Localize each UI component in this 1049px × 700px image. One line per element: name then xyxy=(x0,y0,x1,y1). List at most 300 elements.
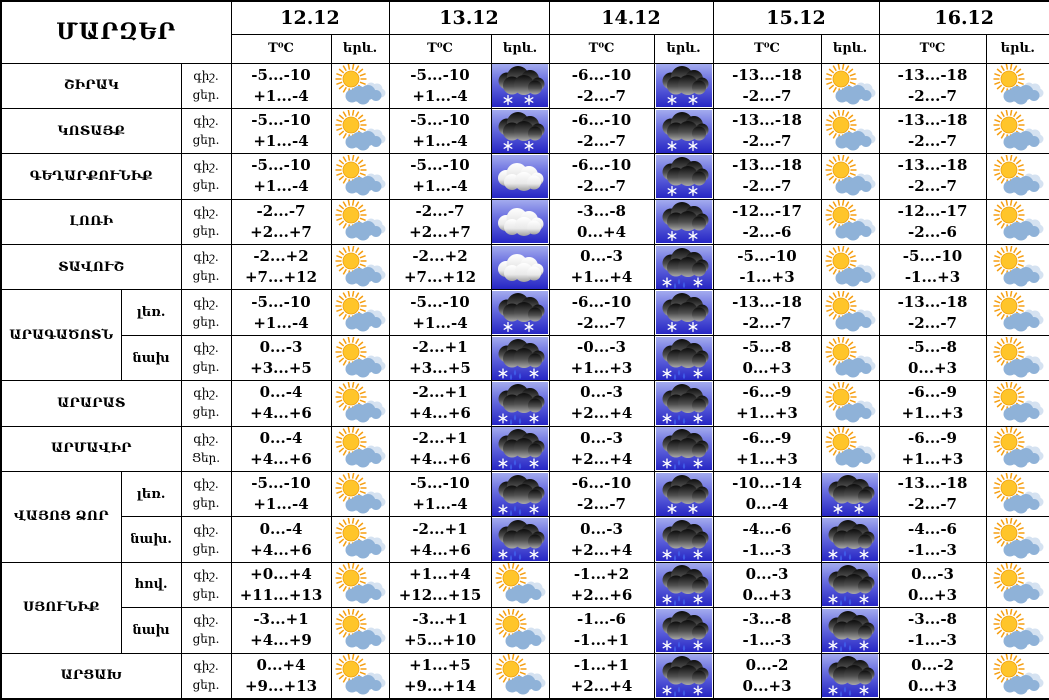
weather-icon-cell xyxy=(821,608,879,653)
regions-title: ՄԱՐԶԵՐ xyxy=(1,1,231,63)
partly-sunny-icon xyxy=(332,155,388,198)
day-temp: +4...+6 xyxy=(250,404,312,423)
period-labels-cell xyxy=(181,517,231,562)
temp-cell xyxy=(231,335,331,380)
region-cell: ԼՈՌԻ xyxy=(1,199,181,244)
weather-icon-cell xyxy=(821,517,879,562)
weather-icon-cell xyxy=(654,335,713,380)
sub-region-cell: նախ. xyxy=(121,517,181,562)
day-label: ցեր. xyxy=(192,133,220,148)
partly-sunny-icon xyxy=(332,291,388,334)
region-cell: ՏԱՎՈՒՇ xyxy=(1,245,181,290)
temp-cell xyxy=(389,63,491,108)
night-temp: -5...-8 xyxy=(908,338,957,357)
night-label: գիշ. xyxy=(193,522,219,537)
weather-icon-cell xyxy=(654,108,713,153)
weather-icon-cell xyxy=(654,381,713,426)
temp-cell xyxy=(389,290,491,335)
night-temp: -5...-8 xyxy=(742,338,792,357)
day-temp: +1...+4 xyxy=(570,268,633,287)
night-temp: -5...-10 xyxy=(251,474,311,493)
partly-sunny-icon xyxy=(332,200,388,243)
night-temp: -5...-10 xyxy=(251,156,311,175)
partly-sunny-icon xyxy=(822,155,878,198)
temp-cell xyxy=(879,517,986,562)
weather-icon-cell xyxy=(986,517,1049,562)
partly-sunny-icon xyxy=(990,64,1046,107)
table-row xyxy=(1,290,1049,335)
snow-icon xyxy=(492,110,548,153)
temp-cell xyxy=(231,608,331,653)
night-temp: -13...-18 xyxy=(897,292,968,311)
night-temp: -1...+1 xyxy=(573,655,630,674)
night-temp: -5...-10 xyxy=(410,65,470,84)
period-labels-cell xyxy=(181,653,231,699)
night-temp: +0...+4 xyxy=(250,564,312,583)
temp-cell xyxy=(389,653,491,699)
partly-sunny-icon xyxy=(990,427,1046,470)
period-labels-cell xyxy=(181,199,231,244)
partly-sunny-icon xyxy=(990,654,1046,697)
temp-cell xyxy=(549,154,654,199)
sleet-icon xyxy=(656,654,712,697)
night-temp: -6...-10 xyxy=(571,292,632,311)
day-temp: +4...+6 xyxy=(409,540,471,559)
temp-cell xyxy=(879,381,986,426)
day-temp: -2...-7 xyxy=(908,177,957,196)
day-temp: +1...+3 xyxy=(570,359,633,378)
weather-icon-cell xyxy=(654,63,713,108)
weather-icon-cell xyxy=(986,562,1049,607)
temp-cell xyxy=(713,653,821,699)
night-temp: -6...-10 xyxy=(571,474,632,493)
partly-sunny-icon xyxy=(332,246,388,289)
table-row xyxy=(1,653,1049,699)
temp-cell xyxy=(549,63,654,108)
weather-icon-cell xyxy=(986,63,1049,108)
temp-cell xyxy=(879,472,986,517)
night-temp: -5...-10 xyxy=(902,247,963,266)
night-temp: -6...-10 xyxy=(571,111,632,130)
day-temp: +1...-4 xyxy=(412,495,468,514)
period-labels-cell xyxy=(181,472,231,517)
partly-sunny-icon xyxy=(990,518,1046,561)
day-temp: -1...-3 xyxy=(908,540,957,559)
day-temp: +1...+3 xyxy=(736,449,798,468)
night-temp: -5...-10 xyxy=(410,156,470,175)
night-temp: -4...-6 xyxy=(908,519,957,538)
weather-icon-cell xyxy=(491,290,549,335)
phenomena-header: երև. xyxy=(986,34,1049,63)
partly-sunny-icon xyxy=(332,110,388,153)
day-temp: 0...+3 xyxy=(742,676,792,695)
snow-icon xyxy=(656,200,712,243)
temp-cell xyxy=(713,63,821,108)
sub-region-cell: լեռ. xyxy=(121,472,181,517)
temp-cell xyxy=(713,381,821,426)
day-temp: +11...+13 xyxy=(239,585,323,604)
temp-cell xyxy=(549,472,654,517)
weather-icon-cell xyxy=(491,63,549,108)
day-temp: -2...-7 xyxy=(908,86,957,105)
weather-icon-cell xyxy=(986,608,1049,653)
temp-cell xyxy=(879,245,986,290)
day-temp: -1...+3 xyxy=(904,268,961,287)
partly-sunny-icon xyxy=(990,473,1046,516)
day-temp: -2...-7 xyxy=(742,86,792,105)
temp-cell xyxy=(389,245,491,290)
table-row xyxy=(1,335,1049,380)
temp-cell xyxy=(879,562,986,607)
day-temp: 0...+3 xyxy=(907,585,958,604)
weather-icon-cell xyxy=(654,290,713,335)
night-temp: -13...-18 xyxy=(897,111,968,130)
day-label: ցեր. xyxy=(192,496,220,511)
temp-cell xyxy=(549,108,654,153)
day-label: ցեր. xyxy=(192,360,220,375)
temp-header: T⁰C xyxy=(549,34,654,63)
night-temp: 0...-2 xyxy=(745,655,789,674)
weather-icon-cell xyxy=(986,108,1049,153)
partly-sunny-icon xyxy=(332,382,388,425)
day-temp: -2...-7 xyxy=(742,132,792,151)
partly-sunny-icon xyxy=(332,563,388,606)
weather-icon-cell xyxy=(491,381,549,426)
table-row xyxy=(1,108,1049,153)
temp-cell xyxy=(713,562,821,607)
temp-cell xyxy=(879,199,986,244)
weather-icon-cell xyxy=(654,608,713,653)
table-row xyxy=(1,63,1049,108)
day-temp: +1...-4 xyxy=(253,86,309,105)
day-temp: -1...-3 xyxy=(908,631,957,650)
weather-icon-cell xyxy=(654,653,713,699)
snow-icon xyxy=(822,473,878,516)
weather-icon-cell xyxy=(654,245,713,290)
snow-icon xyxy=(656,291,712,334)
temp-cell xyxy=(713,245,821,290)
day-temp: -1...-3 xyxy=(742,631,792,650)
weather-icon-cell xyxy=(986,472,1049,517)
night-temp: -13...-18 xyxy=(732,292,802,311)
night-temp: -12...-17 xyxy=(732,201,802,220)
partly-sunny-icon xyxy=(822,427,878,470)
night-label: գիշ. xyxy=(193,250,219,265)
night-label: գիշ. xyxy=(193,295,219,310)
temp-cell xyxy=(231,653,331,699)
night-temp: -12...-17 xyxy=(897,201,968,220)
day-temp: -2...-6 xyxy=(908,222,957,241)
weather-icon-cell xyxy=(491,653,549,699)
night-temp: -1...-6 xyxy=(577,610,626,629)
snow-icon xyxy=(656,64,712,107)
night-temp: -2...+1 xyxy=(412,383,468,402)
day-label: ցեր. xyxy=(192,405,220,420)
period-labels-cell xyxy=(181,245,231,290)
temp-cell xyxy=(231,199,331,244)
temp-cell xyxy=(713,335,821,380)
night-temp: 0...-4 xyxy=(259,383,303,402)
night-temp: -5...-10 xyxy=(251,292,311,311)
day-temp: -1...+1 xyxy=(573,631,630,650)
temp-header: T⁰C xyxy=(879,34,986,63)
weather-icon-cell xyxy=(331,245,389,290)
weather-icon-cell xyxy=(986,653,1049,699)
night-temp: -13...-18 xyxy=(897,156,968,175)
temp-cell xyxy=(879,154,986,199)
weather-icon-cell xyxy=(654,562,713,607)
weather-icon-cell xyxy=(821,562,879,607)
weather-icon-cell xyxy=(654,517,713,562)
period-labels-cell xyxy=(181,426,231,471)
day-temp: +2...+4 xyxy=(570,449,633,468)
night-temp: -13...-18 xyxy=(897,65,968,84)
temp-cell xyxy=(231,562,331,607)
temp-header: T⁰C xyxy=(231,34,331,63)
day-temp: +1...-4 xyxy=(253,132,309,151)
partly-sunny-icon xyxy=(990,563,1046,606)
night-temp: -5...-10 xyxy=(410,474,470,493)
night-temp: 0...-2 xyxy=(911,655,954,674)
temp-cell xyxy=(549,608,654,653)
partly-sunny-icon xyxy=(492,563,548,606)
sleet-icon xyxy=(822,654,878,697)
cloudy-icon xyxy=(492,246,548,289)
night-temp: -6...-9 xyxy=(742,383,792,402)
weather-icon-cell xyxy=(654,426,713,471)
night-temp: -13...-18 xyxy=(732,65,802,84)
night-label: գիշ. xyxy=(193,68,219,83)
day-temp: -2...-7 xyxy=(742,177,792,196)
temp-cell xyxy=(231,108,331,153)
day-temp: 0...+3 xyxy=(742,585,792,604)
night-temp: 0...-3 xyxy=(911,564,954,583)
night-temp: -13...-18 xyxy=(732,111,802,130)
night-temp: -3...-8 xyxy=(577,201,626,220)
weather-icon-cell xyxy=(491,562,549,607)
night-label: գիշ. xyxy=(193,431,219,446)
weather-icon-cell xyxy=(331,653,389,699)
temp-cell xyxy=(231,517,331,562)
weather-icon-cell xyxy=(821,108,879,153)
night-temp: -4...-6 xyxy=(742,519,792,538)
partly-sunny-icon xyxy=(990,337,1046,380)
date-header-1: 12.12 xyxy=(231,1,389,34)
weather-icon-cell xyxy=(331,608,389,653)
day-temp: +9...+13 xyxy=(244,676,318,695)
table-row xyxy=(1,517,1049,562)
weather-icon-cell xyxy=(331,472,389,517)
temp-cell xyxy=(231,381,331,426)
region-cell: ԱՐՑԱԽ xyxy=(1,653,181,699)
temp-cell xyxy=(231,154,331,199)
table-row xyxy=(1,608,1049,653)
weather-icon-cell xyxy=(331,199,389,244)
night-temp: -2...+1 xyxy=(412,428,468,447)
day-temp: -2...-7 xyxy=(577,132,626,151)
period-labels-cell xyxy=(181,562,231,607)
weather-icon-cell xyxy=(821,653,879,699)
partly-sunny-icon xyxy=(822,200,878,243)
night-temp: -3...-8 xyxy=(908,610,957,629)
night-temp: 0...-3 xyxy=(580,247,623,266)
temp-cell xyxy=(389,608,491,653)
weather-icon-cell xyxy=(821,381,879,426)
night-label: գիշ. xyxy=(193,341,219,356)
sleet-icon xyxy=(492,382,548,425)
partly-sunny-icon xyxy=(822,337,878,380)
night-label: գիշ. xyxy=(193,613,219,628)
weather-icon-cell xyxy=(821,426,879,471)
night-temp: -6...-9 xyxy=(908,383,957,402)
sub-region-cell: հով. xyxy=(121,562,181,607)
temp-cell xyxy=(713,199,821,244)
day-temp: -2...-7 xyxy=(577,177,626,196)
temp-cell xyxy=(879,426,986,471)
night-label: գիշ. xyxy=(193,159,219,174)
day-temp: 0...+3 xyxy=(907,359,958,378)
partly-sunny-icon xyxy=(332,64,388,107)
weather-icon-cell xyxy=(491,335,549,380)
partly-sunny-icon xyxy=(332,427,388,470)
snow-icon xyxy=(656,155,712,198)
temp-cell xyxy=(389,381,491,426)
night-temp: -6...-10 xyxy=(571,156,632,175)
temp-header: T⁰C xyxy=(389,34,491,63)
region-cell: ԱՐԱԳԱԾՈՏՆ xyxy=(1,290,121,381)
partly-sunny-icon xyxy=(332,609,388,652)
temp-cell xyxy=(549,381,654,426)
weather-icon-cell xyxy=(821,335,879,380)
partly-sunny-icon xyxy=(822,382,878,425)
night-temp: -2...+1 xyxy=(412,519,468,538)
partly-sunny-icon xyxy=(332,654,388,697)
night-temp: -5...-10 xyxy=(410,292,470,311)
temp-cell xyxy=(713,108,821,153)
weather-icon-cell xyxy=(491,154,549,199)
weather-icon-cell xyxy=(986,199,1049,244)
cloudy-icon xyxy=(492,200,548,243)
weather-icon-cell xyxy=(821,245,879,290)
day-temp: 0...+4 xyxy=(576,222,627,241)
weather-icon-cell xyxy=(821,290,879,335)
temp-cell xyxy=(389,562,491,607)
date-header-4: 15.12 xyxy=(713,1,879,34)
temp-cell xyxy=(879,63,986,108)
day-temp: +2...+7 xyxy=(409,222,471,241)
night-label: գիշ. xyxy=(193,114,219,129)
night-temp: 0...-3 xyxy=(259,338,303,357)
weather-icon-cell xyxy=(491,199,549,244)
day-temp: +7...+12 xyxy=(244,268,318,287)
table-row xyxy=(1,472,1049,517)
temp-cell xyxy=(549,199,654,244)
temp-cell xyxy=(549,245,654,290)
weather-icon-cell xyxy=(331,290,389,335)
weather-icon-cell xyxy=(331,517,389,562)
day-temp: +4...+6 xyxy=(409,404,471,423)
temp-cell xyxy=(713,472,821,517)
date-header-5: 16.12 xyxy=(879,1,1049,34)
temp-cell xyxy=(713,517,821,562)
day-temp: +4...+6 xyxy=(409,449,471,468)
day-temp: +2...+4 xyxy=(570,404,633,423)
temp-cell xyxy=(549,517,654,562)
weather-icon-cell xyxy=(491,472,549,517)
day-temp: +1...+3 xyxy=(736,404,798,423)
weather-icon-cell xyxy=(986,335,1049,380)
weather-icon-cell xyxy=(331,108,389,153)
day-temp: +2...+7 xyxy=(250,222,312,241)
night-temp: +1...+4 xyxy=(409,564,471,583)
temp-cell xyxy=(713,426,821,471)
night-temp: 0...-4 xyxy=(259,519,303,538)
temp-cell xyxy=(879,108,986,153)
night-temp: 0...-3 xyxy=(580,519,623,538)
night-temp: -5...-10 xyxy=(410,111,470,130)
night-temp: 0...-3 xyxy=(745,564,789,583)
night-label: գիշ. xyxy=(193,567,219,582)
snow-icon xyxy=(656,110,712,153)
day-temp: +3...+5 xyxy=(250,359,312,378)
partly-sunny-icon xyxy=(990,609,1046,652)
partly-sunny-icon xyxy=(990,110,1046,153)
temp-cell xyxy=(549,562,654,607)
period-labels-cell xyxy=(181,608,231,653)
night-temp: 0...+4 xyxy=(256,655,306,674)
day-temp: +2...+4 xyxy=(570,540,633,559)
sleet-icon xyxy=(656,609,712,652)
day-label: ցեր. xyxy=(192,586,220,601)
night-temp: -3...+1 xyxy=(253,610,309,629)
day-label: ցեր. xyxy=(192,269,220,284)
partly-sunny-icon xyxy=(822,291,878,334)
partly-sunny-icon xyxy=(822,64,878,107)
night-temp: -2...+2 xyxy=(412,247,468,266)
day-temp: -1...+3 xyxy=(739,268,795,287)
day-temp: +1...-4 xyxy=(412,132,468,151)
day-temp: -2...-7 xyxy=(908,495,957,514)
day-temp: +1...-4 xyxy=(412,177,468,196)
night-temp: -6...-9 xyxy=(742,428,792,447)
day-temp: -1...-3 xyxy=(742,540,792,559)
phenomena-header: երև. xyxy=(654,34,713,63)
weather-icon-cell xyxy=(986,381,1049,426)
day-temp: +4...+6 xyxy=(250,449,312,468)
day-label: ցեր. xyxy=(192,541,220,556)
phenomena-header: երև. xyxy=(331,34,389,63)
table-row xyxy=(1,381,1049,426)
table-row xyxy=(1,245,1049,290)
temp-cell xyxy=(549,290,654,335)
day-temp: 0...+3 xyxy=(742,359,792,378)
temp-cell xyxy=(389,472,491,517)
temp-cell xyxy=(879,653,986,699)
period-labels-cell xyxy=(181,290,231,335)
weather-icon-cell xyxy=(491,517,549,562)
temp-cell xyxy=(231,290,331,335)
sleet-icon xyxy=(656,337,712,380)
region-cell: ԿՈՏԱՅՔ xyxy=(1,108,181,153)
night-temp: -2...+2 xyxy=(253,247,309,266)
temp-cell xyxy=(231,426,331,471)
temp-cell xyxy=(549,335,654,380)
night-temp: -2...-7 xyxy=(256,201,306,220)
weather-icon-cell xyxy=(331,154,389,199)
partly-sunny-icon xyxy=(822,110,878,153)
phenomena-header: երև. xyxy=(491,34,549,63)
temp-cell xyxy=(549,426,654,471)
